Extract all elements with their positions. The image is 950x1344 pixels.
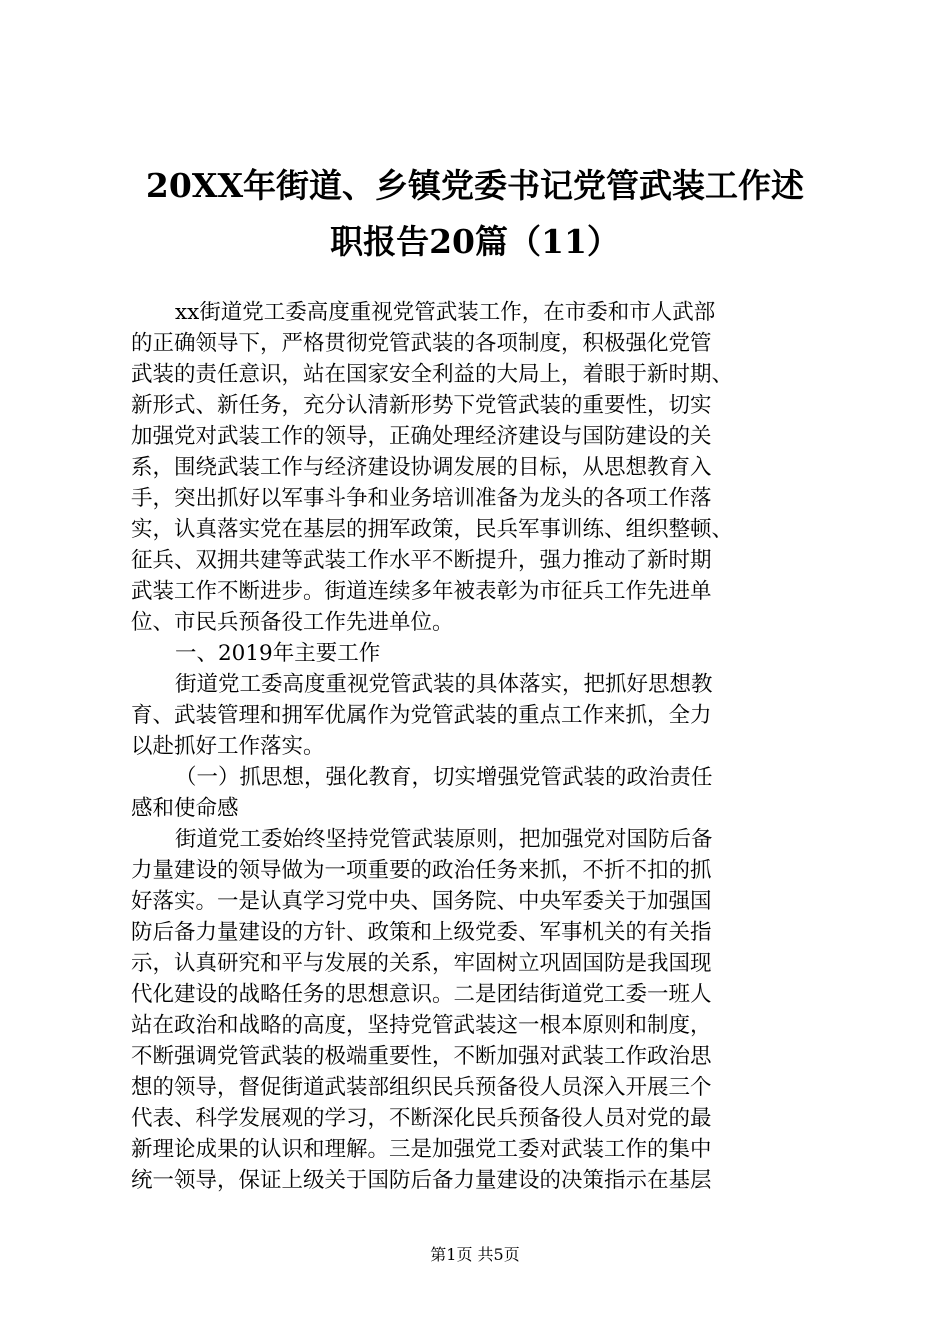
body-line: 力量建设的领导做为一项重要的政治任务来抓，不折不扣的抓	[131, 858, 712, 883]
body-line: 系，围绕武装工作与经济建设协调发展的目标，从思想教育入	[131, 455, 712, 480]
body-line: 的正确领导下，严格贯彻党管武装的各项制度，积极强化党管	[131, 331, 712, 356]
body-line: 站在政治和战略的高度，坚持党管武装这一根本原则和制度，	[131, 1013, 712, 1038]
body-line: 街道党工委高度重视党管武装的具体落实，把抓好思想教	[175, 672, 713, 697]
body-line: 街道党工委始终坚持党管武装原则，把加强党对国防后备	[175, 827, 713, 852]
body-line: 新形式、新任务，充分认清新形势下党管武装的重要性，切实	[131, 393, 712, 418]
document-body	[131, 297, 831, 1196]
body-line: 好落实。一是认真学习党中央、国务院、中央军委关于加强国	[131, 889, 712, 914]
body-line: 位、市民兵预备役工作先进单位。	[131, 610, 454, 635]
title-line-2: 职报告20篇（11）	[330, 222, 620, 261]
body-line: 以赴抓好工作落实。	[131, 734, 325, 759]
body-line: 新理论成果的认识和理解。三是加强党工委对武装工作的集中	[131, 1137, 712, 1162]
document-title	[80, 158, 870, 270]
body-line: 实，认真落实党在基层的拥军政策，民兵军事训练、组织整顿、	[131, 517, 734, 542]
body-line: 代化建设的战略任务的思想意识。二是团结街道党工委一班人	[131, 982, 712, 1007]
section-heading: 一、2019年主要工作	[175, 641, 381, 666]
body-line: 示，认真研究和平与发展的关系，牢固树立巩固国防是我国现	[131, 951, 712, 976]
body-line: 征兵、双拥共建等武装工作水平不断提升，强力推动了新时期	[131, 548, 712, 573]
body-line: 防后备力量建设的方针、政策和上级党委、军事机关的有关指	[131, 920, 712, 945]
body-line: 加强党对武装工作的领导，正确处理经济建设与国防建设的关	[131, 424, 712, 449]
subsection-heading: （一）抓思想，强化教育，切实增强党管武装的政治责任	[175, 765, 713, 790]
body-line: 代表、科学发展观的学习，不断深化民兵预备役人员对党的最	[131, 1106, 712, 1131]
body-line: 想的领导，督促街道武装部组织民兵预备役人员深入开展三个	[131, 1075, 712, 1100]
subsection-heading-cont: 感和使命感	[131, 796, 239, 821]
body-line: 育、武装管理和拥军优属作为党管武装的重点工作来抓，全力	[131, 703, 712, 728]
body-line: 统一领导，保证上级关于国防后备力量建设的决策指示在基层	[131, 1168, 712, 1193]
page-footer: 第1页 共5页	[430, 1245, 520, 1264]
body-line: xx街道党工委高度重视党管武装工作，在市委和市人武部	[175, 300, 716, 325]
body-line: 武装工作不断进步。街道连续多年被表彰为市征兵工作先进单	[131, 579, 712, 604]
title-line-1: 20XX年街道、乡镇党委书记党管武装工作述	[145, 166, 805, 205]
body-line: 武装的责任意识，站在国家安全利益的大局上，着眼于新时期、	[131, 362, 734, 387]
body-line: 不断强调党管武装的极端重要性，不断加强对武装工作政治思	[131, 1044, 712, 1069]
body-line: 手，突出抓好以军事斗争和业务培训准备为龙头的各项工作落	[131, 486, 712, 511]
